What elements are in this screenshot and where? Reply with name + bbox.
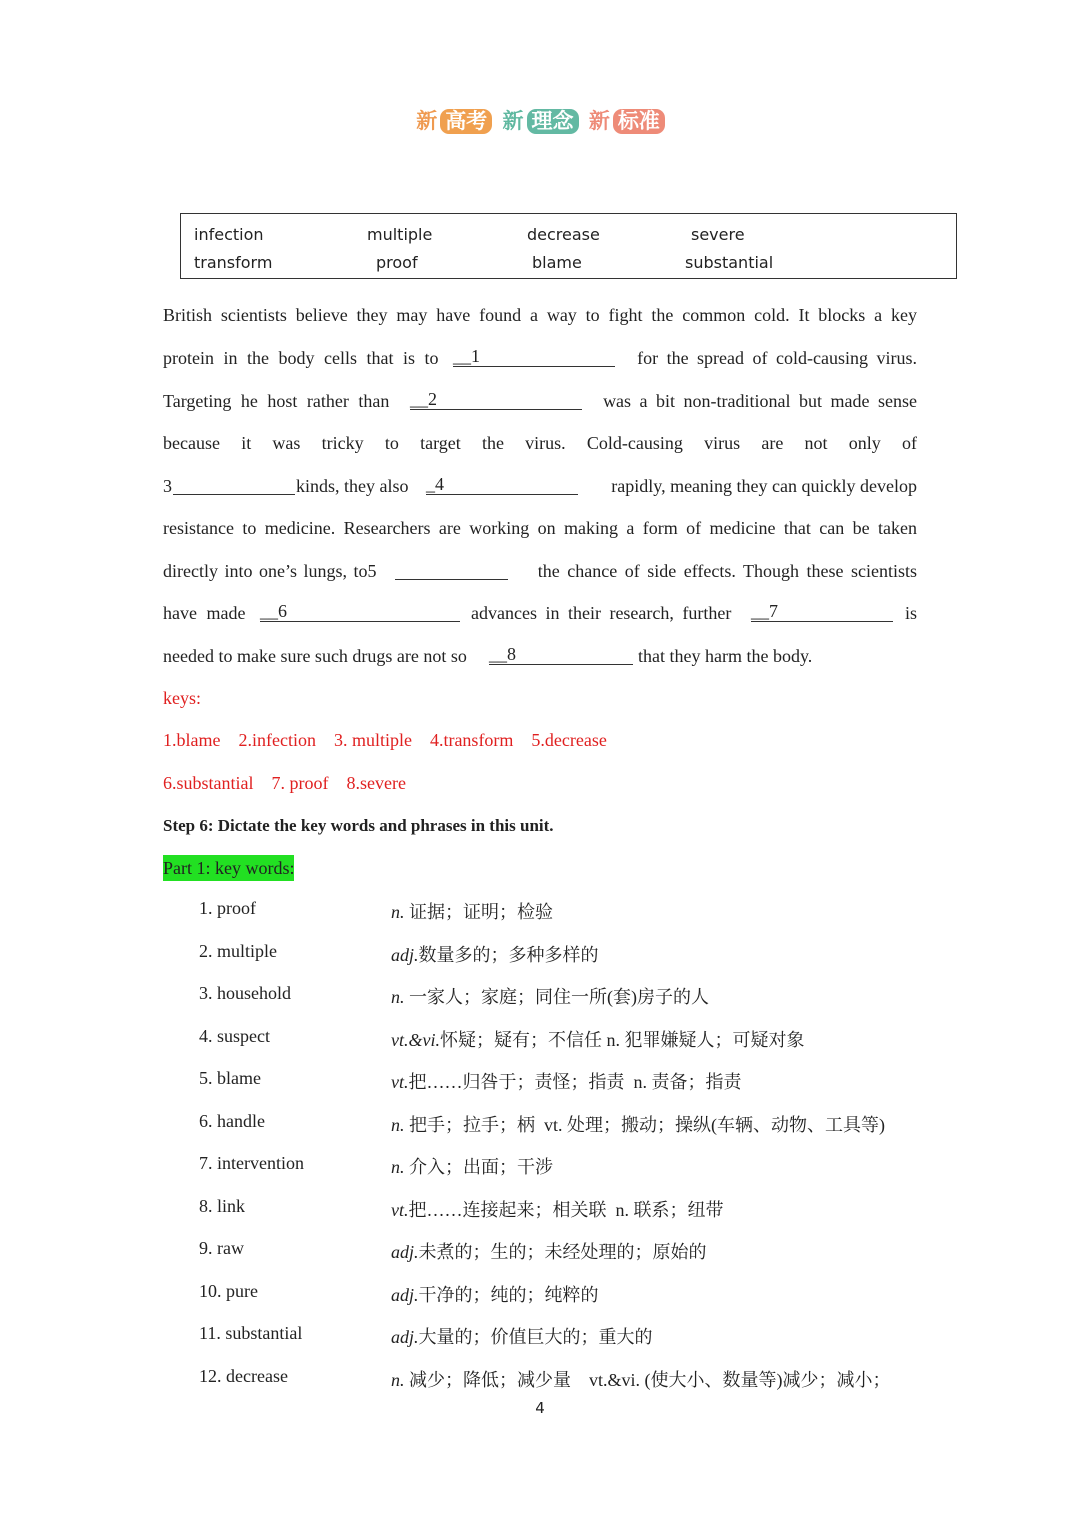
definition-text: 数量多的；多种多样的 [418, 944, 599, 965]
passage-text: is [904, 603, 917, 623]
key-word-term: 1. proof [199, 898, 256, 918]
banner-char-1: 新 [416, 109, 438, 133]
blank-8: __8 [489, 644, 633, 665]
passage-text: that they harm the body. [638, 646, 813, 666]
word-bank-item: proof [376, 253, 418, 272]
key-word-term: 5. blame [199, 1068, 261, 1088]
key-word-term: 7. intervention [199, 1153, 304, 1173]
passage-text: directly into one’s lungs, to5 [163, 561, 377, 581]
key-word-row [0, 1366, 1080, 1392]
key-word-definition [391, 1323, 653, 1349]
key-word-row [0, 1238, 1080, 1264]
key-word-definition [391, 898, 553, 924]
blank-6: __6 [260, 601, 460, 622]
part-of-speech: adj. [391, 1327, 419, 1347]
key-word-term: 9. raw [199, 1238, 244, 1258]
part-of-speech: n. [391, 1369, 405, 1390]
passage-text: 3 [163, 476, 172, 496]
blank-4: _4 [426, 474, 578, 495]
word-bank-box [180, 213, 957, 279]
banner-pill-2: 理念 [527, 109, 579, 134]
keys-line-2: 6.substantial 7. proof 8.severe [163, 773, 406, 793]
part-of-speech: adj. [391, 944, 419, 965]
definition-text: 未煮的；生的；未经处理的；原始的 [418, 1242, 707, 1262]
key-word-term: 2. multiple [199, 940, 277, 961]
key-word-row [0, 983, 1080, 1009]
definition-text: 把手；拉手；柄 vt. 处理；搬动；操纵(车辆、动物、工具等) [404, 1114, 885, 1135]
part-of-speech: n. [391, 902, 405, 922]
definition-text: 介入；出面；干涉 [404, 1157, 553, 1177]
blank-7: __7 [751, 601, 893, 622]
step6-heading: Step 6: Dictate the key words and phrases in this unit. [163, 816, 554, 835]
page-number: 4 [535, 1399, 545, 1417]
key-word-definition [391, 1366, 891, 1392]
definition-text: 把……连接起来；相关联 n. 联系；纽带 [408, 1199, 724, 1220]
key-word-definition [391, 941, 599, 967]
key-word-term: 4. suspect [199, 1025, 270, 1046]
definition-text: 一家人；家庭；同住一所(套)房子的人 [404, 987, 709, 1007]
part-of-speech: n. [391, 1157, 405, 1177]
definition-text: 大量的；价值巨大的；重大的 [418, 1327, 653, 1347]
key-word-term: 6. handle [199, 1110, 265, 1131]
part-of-speech: n. [391, 987, 405, 1007]
part-of-speech: adj. [391, 1284, 419, 1305]
keys-line-1: 1.blame 2.infection 3. multiple 4.transform 5.decrease [163, 730, 607, 750]
part1-heading [163, 856, 917, 880]
word-bank-item: transform [194, 253, 273, 272]
definition-text: 怀疑；疑有；不信任 n. 犯罪嫌疑人；可疑对象 [439, 1029, 805, 1050]
passage-text: Targeting he host rather than [163, 391, 390, 411]
key-word-row [0, 1323, 1080, 1349]
blank-2: __2 [410, 389, 582, 410]
key-word-definition [391, 1111, 885, 1137]
banner-pill-3: 标准 [613, 109, 665, 134]
part-of-speech: n. [391, 1114, 405, 1135]
key-word-row [0, 1068, 1080, 1094]
key-word-row [0, 1111, 1080, 1137]
word-bank-item: severe [691, 225, 745, 244]
key-word-definition [391, 1238, 707, 1264]
passage-text: kinds, they also [296, 476, 409, 496]
key-word-row [0, 1026, 1080, 1052]
banner-char-2: 新 [502, 109, 524, 133]
key-word-term: 10. pure [199, 1280, 258, 1301]
key-word-definition [391, 1026, 804, 1052]
key-word-row [0, 1196, 1080, 1222]
passage-text: have made [163, 603, 246, 623]
header-banner [0, 106, 1080, 136]
part-of-speech: vt. [391, 1072, 409, 1092]
part-of-speech: vt.&vi. [391, 1029, 440, 1050]
definition-text: 把……归咎于；责怪；指责 n. 责备；指责 [408, 1072, 742, 1092]
key-word-term: 11. substantial [199, 1323, 303, 1343]
key-word-term: 8. link [199, 1195, 246, 1216]
blank-3 [173, 474, 295, 495]
word-bank-item: multiple [367, 225, 433, 244]
word-bank-item: infection [194, 225, 264, 244]
key-word-term: 12. decrease [199, 1365, 288, 1386]
blank-1: __1 [453, 346, 615, 367]
word-bank-item: blame [532, 253, 582, 272]
key-word-definition [391, 1281, 599, 1307]
key-word-definition [391, 983, 709, 1009]
passage-line-6: resistance to medicine. Researchers are working on making a form of medicine that can be taken [163, 518, 917, 538]
key-word-row [0, 941, 1080, 967]
passage-text: was a bit non-traditional but made sense [603, 391, 917, 411]
passage-line-1: British scientists believe they may have found a way to fight the common cold. It blocks a key [163, 305, 917, 325]
passage-text: rapidly, meaning they can quickly develop [611, 476, 917, 496]
definition-text: 减少；降低；减少量 vt.&vi. (使大小、数量等)减少；减小； [404, 1369, 891, 1390]
key-word-definition [391, 1068, 742, 1094]
banner-pill-1: 高考 [440, 109, 492, 134]
blank-5 [395, 559, 508, 580]
part-of-speech: vt. [391, 1199, 409, 1220]
word-bank-item: decrease [527, 225, 600, 244]
key-word-term: 3. household [199, 983, 291, 1003]
passage-line-4: because it was tricky to target the virus. Cold-causing virus are not only of [163, 433, 917, 453]
word-bank-item: substantial [685, 253, 774, 272]
part1-highlight: Part 1: key words: [163, 855, 294, 881]
passage-text: advances in their research, further [471, 603, 732, 623]
part-of-speech: adj. [391, 1242, 419, 1262]
banner-char-3: 新 [588, 109, 610, 133]
definition-text: 干净的；纯的；纯粹的 [418, 1284, 599, 1305]
keys-label: keys: [163, 688, 201, 708]
passage-text: protein in the body cells that is to [163, 348, 439, 368]
key-word-definition [391, 1153, 553, 1179]
key-word-row [0, 1153, 1080, 1179]
definition-text: 证据；证明；检验 [404, 902, 553, 922]
passage-text: the chance of side effects. Though these scientists [537, 561, 917, 581]
key-word-row [0, 898, 1080, 924]
passage-text: for the spread of cold-causing virus. [637, 348, 917, 368]
key-word-row [0, 1281, 1080, 1307]
passage-text: needed to make sure such drugs are not so [163, 646, 467, 666]
key-word-definition [391, 1196, 724, 1222]
